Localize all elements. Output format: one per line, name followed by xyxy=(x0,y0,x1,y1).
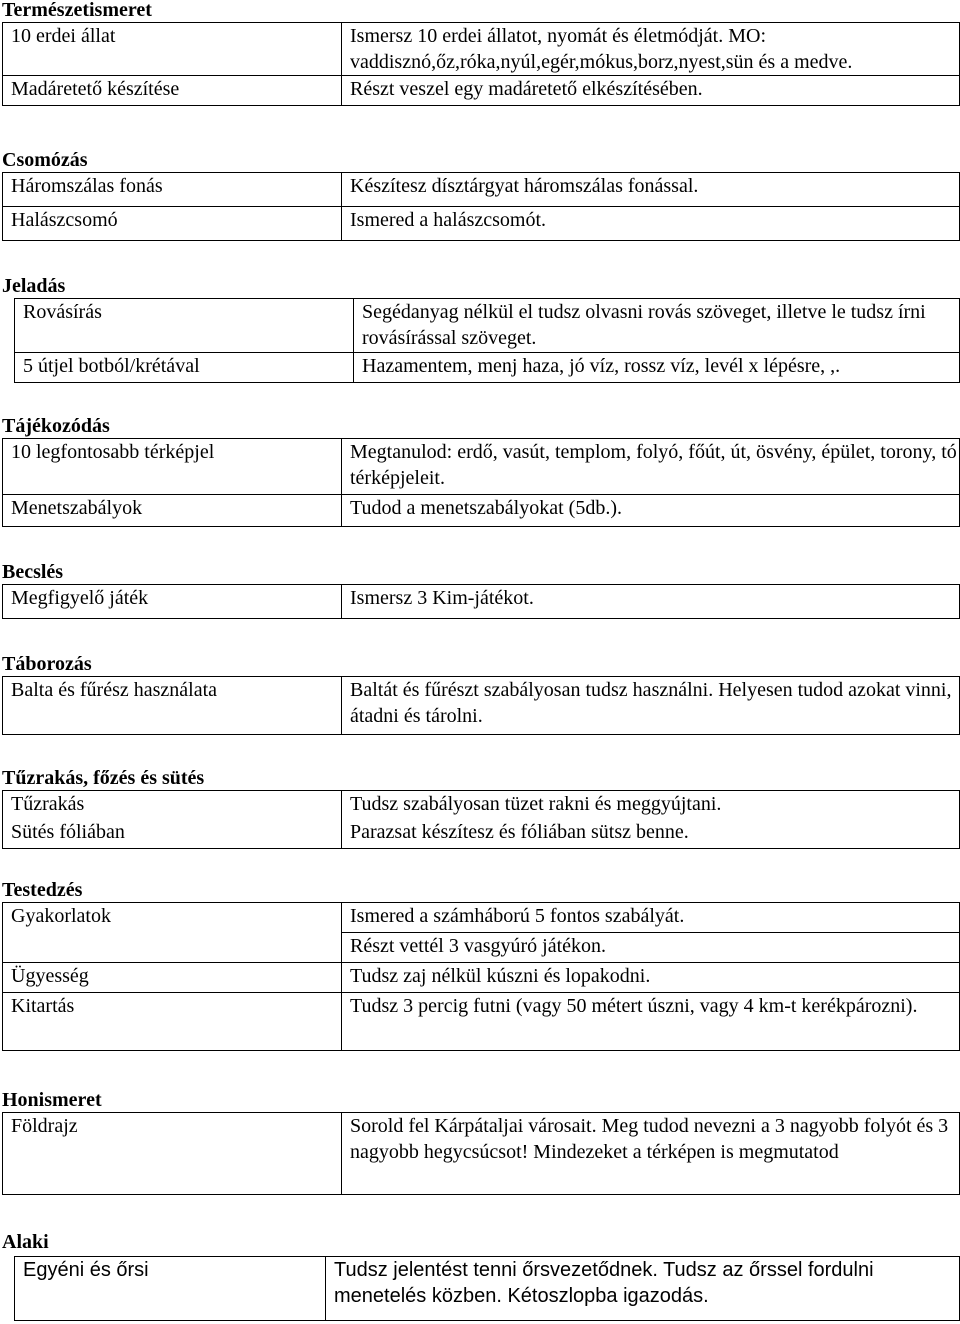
table-row xyxy=(3,76,960,106)
section-table xyxy=(2,22,960,106)
skill-description: Segédanyag nélkül el tudsz olvasni rovás szöveget, illetve le tudsz írni rovásírással szöveget. xyxy=(354,299,960,353)
table-row xyxy=(3,1113,960,1195)
skill-label: Ügyesség xyxy=(3,963,342,993)
skill-label: Megfigyelő játék xyxy=(3,585,342,619)
section-title: Csomózás xyxy=(2,149,88,171)
skill-label: Sütés fóliában xyxy=(3,819,342,849)
section-title: Természetismeret xyxy=(2,0,152,21)
skill-description: Ismered a halászcsomót. xyxy=(342,207,960,241)
section-title: Jeladás xyxy=(2,275,66,297)
section-title: Testedzés xyxy=(2,879,83,901)
skill-description: Megtanulod: erdő, vasút, templom, folyó, főút, út, ösvény, épület, torony, tó térképjeleit. xyxy=(342,439,960,495)
skill-description: Részt vettél 3 vasgyúró játékon. xyxy=(342,933,960,963)
section-table xyxy=(2,584,960,619)
table-row xyxy=(3,585,960,619)
section-table xyxy=(2,902,960,1051)
section-table xyxy=(2,438,960,527)
section-table xyxy=(2,1112,960,1195)
skill-description: Ismersz 10 erdei állatot, nyomát és életmódját. MO: vaddisznó,őz,róka,nyúl,egér,mókus,borz,nyest,sün és a medve. xyxy=(342,23,960,76)
skill-label: Gyakorlatok xyxy=(3,903,342,933)
table-row xyxy=(3,439,960,495)
table-row xyxy=(15,299,960,353)
section-title: Becslés xyxy=(2,561,64,583)
section-table xyxy=(2,790,960,849)
skill-label: 5 útjel botból/krétával xyxy=(15,353,354,383)
section-title: Táborozás xyxy=(2,653,92,675)
skill-label: Kitartás xyxy=(3,993,342,1051)
skill-description: Hazamentem, menj haza, jó víz, rossz víz, levél x lépésre, ,. xyxy=(354,353,960,383)
skill-label: Madáretető készítése xyxy=(3,76,342,106)
table-row xyxy=(3,207,960,241)
skill-label: 10 legfontosabb térképjel xyxy=(3,439,342,495)
skill-description: Részt veszel egy madáretető elkészítésében. xyxy=(342,76,960,106)
skill-description: Parazsat készítesz és fóliában sütsz benne. xyxy=(342,819,960,849)
section-table xyxy=(2,676,960,735)
section-table xyxy=(2,172,960,241)
section-table xyxy=(14,298,960,383)
section-title: Alaki xyxy=(2,1231,49,1253)
table-row xyxy=(3,819,960,849)
table-row xyxy=(3,993,960,1051)
skill-label: Háromszálas fonás xyxy=(3,173,342,207)
table-row xyxy=(3,677,960,735)
skill-label: Rovásírás xyxy=(15,299,354,353)
skill-label: Menetszabályok xyxy=(3,495,342,527)
skill-label: Tűzrakás xyxy=(3,791,342,819)
skill-description: Ismered a számháború 5 fontos szabályát. xyxy=(342,903,960,933)
table-row xyxy=(15,1257,960,1321)
table-row xyxy=(3,903,960,933)
table-row xyxy=(3,495,960,527)
table-row xyxy=(3,963,960,993)
table-row xyxy=(15,353,960,383)
skill-description: Tudsz szabályosan tüzet rakni és meggyújtani. xyxy=(342,791,960,819)
section-title: Honismeret xyxy=(2,1089,102,1111)
skill-description: Sorold fel Kárpátaljai városait. Meg tudod nevezni a 3 nagyobb folyót és 3 nagyobb hegycsúcsot! Mindezeket a térképen is megmutatod xyxy=(342,1113,960,1195)
table-row xyxy=(3,173,960,207)
skill-description: Tudod a menetszabályokat (5db.). xyxy=(342,495,960,527)
skill-description: Baltát és fűrészt szabályosan tudsz használni. Helyesen tudod azokat vinni, átadni és tárolni. xyxy=(342,677,960,735)
skill-description: Ismersz 3 Kim-játékot. xyxy=(342,585,960,619)
skill-label: Halászcsomó xyxy=(3,207,342,241)
section-table xyxy=(14,1256,960,1321)
skill-label: 10 erdei állat xyxy=(3,23,342,76)
skill-description: Tudsz jelentést tenni őrsvezetődnek. Tudsz az őrssel fordulni menetelés közben. Kétoszlopba igazodás. xyxy=(326,1257,960,1321)
table-row xyxy=(3,933,960,963)
skill-description: Tudsz zaj nélkül kúszni és lopakodni. xyxy=(342,963,960,993)
skill-label: Balta és fűrész használata xyxy=(3,677,342,735)
skill-label: Földrajz xyxy=(3,1113,342,1195)
table-row xyxy=(3,23,960,76)
skill-label: Egyéni és őrsi xyxy=(15,1257,326,1321)
table-row xyxy=(3,791,960,819)
skill-description: Készítesz dísztárgyat háromszálas fonással. xyxy=(342,173,960,207)
section-title: Tűzrakás, főzés és sütés xyxy=(2,767,205,789)
skill-label xyxy=(3,933,342,963)
skill-description: Tudsz 3 percig futni (vagy 50 métert úszni, vagy 4 km-t kerékpározni). xyxy=(342,993,960,1051)
section-title: Tájékozódás xyxy=(2,415,110,437)
